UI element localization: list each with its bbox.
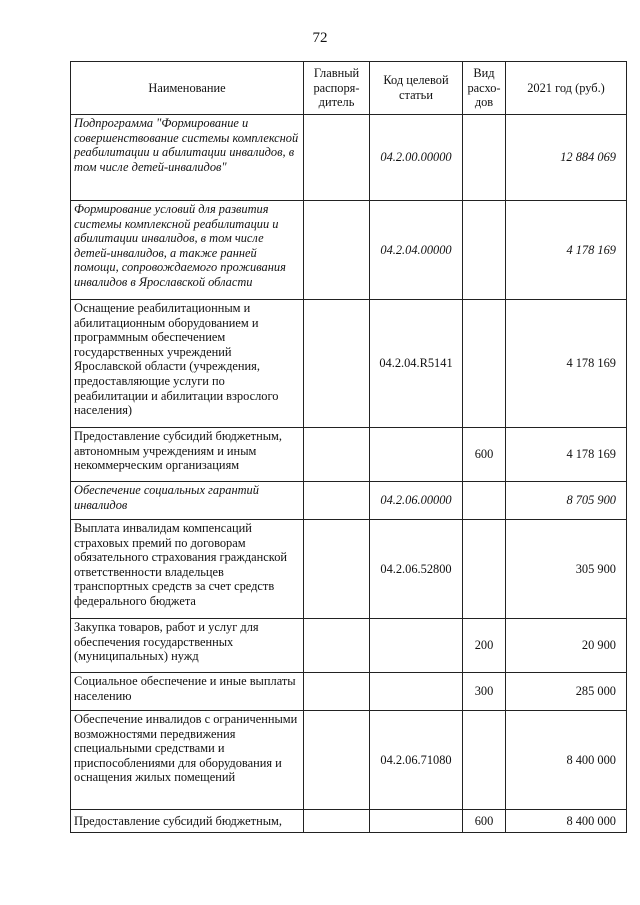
row-type bbox=[463, 711, 506, 810]
row-amount: 8 400 000 bbox=[506, 711, 627, 810]
row-amount: 8 705 900 bbox=[506, 482, 627, 520]
row-type: 200 bbox=[463, 619, 506, 673]
row-type: 600 bbox=[463, 810, 506, 833]
table-row bbox=[71, 300, 627, 428]
row-name: Обеспечение инвалидов с ограниченными возможностями передвижения специальными средствами и приспособлениями для оборудования и оснащения жилых помещений bbox=[71, 711, 304, 810]
row-type bbox=[463, 482, 506, 520]
row-code bbox=[370, 810, 463, 833]
row-manager bbox=[304, 115, 370, 201]
row-code bbox=[370, 619, 463, 673]
header-name: Наименование bbox=[71, 62, 304, 115]
budget-table bbox=[70, 61, 627, 833]
row-amount: 4 178 169 bbox=[506, 428, 627, 482]
row-manager bbox=[304, 201, 370, 300]
table-row bbox=[71, 619, 627, 673]
table-row bbox=[71, 428, 627, 482]
header-manager: Главный распоря-дитель bbox=[304, 62, 370, 115]
table-row bbox=[71, 482, 627, 520]
row-type bbox=[463, 520, 506, 619]
row-name: Предоставление субсидий бюджетным, bbox=[71, 810, 304, 833]
page-number: 72 bbox=[312, 30, 328, 46]
row-manager bbox=[304, 520, 370, 619]
row-manager bbox=[304, 810, 370, 833]
row-code: 04.2.06.52800 bbox=[370, 520, 463, 619]
row-type: 600 bbox=[463, 428, 506, 482]
row-amount: 305 900 bbox=[506, 520, 627, 619]
row-name: Обеспечение социальных гарантий инвалидов bbox=[71, 482, 304, 520]
row-type bbox=[463, 300, 506, 428]
row-manager bbox=[304, 619, 370, 673]
row-amount: 8 400 000 bbox=[506, 810, 627, 833]
row-code: 04.2.04.00000 bbox=[370, 201, 463, 300]
row-type: 300 bbox=[463, 673, 506, 711]
row-manager bbox=[304, 711, 370, 810]
table-row bbox=[71, 711, 627, 810]
row-manager bbox=[304, 482, 370, 520]
row-name: Закупка товаров, работ и услуг для обеспечения государственных (муниципальных) нужд bbox=[71, 619, 304, 673]
table-row bbox=[71, 115, 627, 201]
row-manager bbox=[304, 428, 370, 482]
row-type bbox=[463, 115, 506, 201]
row-name: Социальное обеспечение и иные выплаты населению bbox=[71, 673, 304, 711]
row-amount: 4 178 169 bbox=[506, 300, 627, 428]
row-manager bbox=[304, 673, 370, 711]
row-type bbox=[463, 201, 506, 300]
row-name: Оснащение реабилитационным и абилитационным оборудованием и программным обеспечением государственных учреждений Ярославской области (учреждения, предоставляющие услуги по реабилитации и абилитации взрослого населения) bbox=[71, 300, 304, 428]
row-amount: 20 900 bbox=[506, 619, 627, 673]
row-code: 04.2.04.R5141 bbox=[370, 300, 463, 428]
row-code bbox=[370, 673, 463, 711]
header-amount: 2021 год (руб.) bbox=[506, 62, 627, 115]
row-name: Выплата инвалидам компенсаций страховых премий по договорам обязательного страхования гражданской ответственности владельцев транспортных средств за счет средств федерального бюджета bbox=[71, 520, 304, 619]
header-target-code: Код целевой статьи bbox=[370, 62, 463, 115]
table-row bbox=[71, 201, 627, 300]
table-row bbox=[71, 520, 627, 619]
table-header-row bbox=[71, 62, 627, 115]
row-code: 04.2.00.00000 bbox=[370, 115, 463, 201]
row-name: Предоставление субсидий бюджетным, автономным учреждениям и иным некоммерческим организациям bbox=[71, 428, 304, 482]
row-code: 04.2.06.00000 bbox=[370, 482, 463, 520]
header-expense-type: Вид расхо-дов bbox=[463, 62, 506, 115]
row-code bbox=[370, 428, 463, 482]
row-manager bbox=[304, 300, 370, 428]
table-row bbox=[71, 673, 627, 711]
table-row bbox=[71, 810, 627, 833]
row-amount: 285 000 bbox=[506, 673, 627, 711]
row-code: 04.2.06.71080 bbox=[370, 711, 463, 810]
row-amount: 4 178 169 bbox=[506, 201, 627, 300]
row-amount: 12 884 069 bbox=[506, 115, 627, 201]
row-name: Подпрограмма "Формирование и совершенствование системы комплексной реабилитации и абилитации инвалидов, в том числе детей-инвалидов" bbox=[71, 115, 304, 201]
row-name: Формирование условий для развития системы комплексной реабилитации и абилитации инвалидов, в том числе детей-инвалидов, а также ранней помощи, сопровождаемого проживания инвалидов в Ярославской области bbox=[71, 201, 304, 300]
